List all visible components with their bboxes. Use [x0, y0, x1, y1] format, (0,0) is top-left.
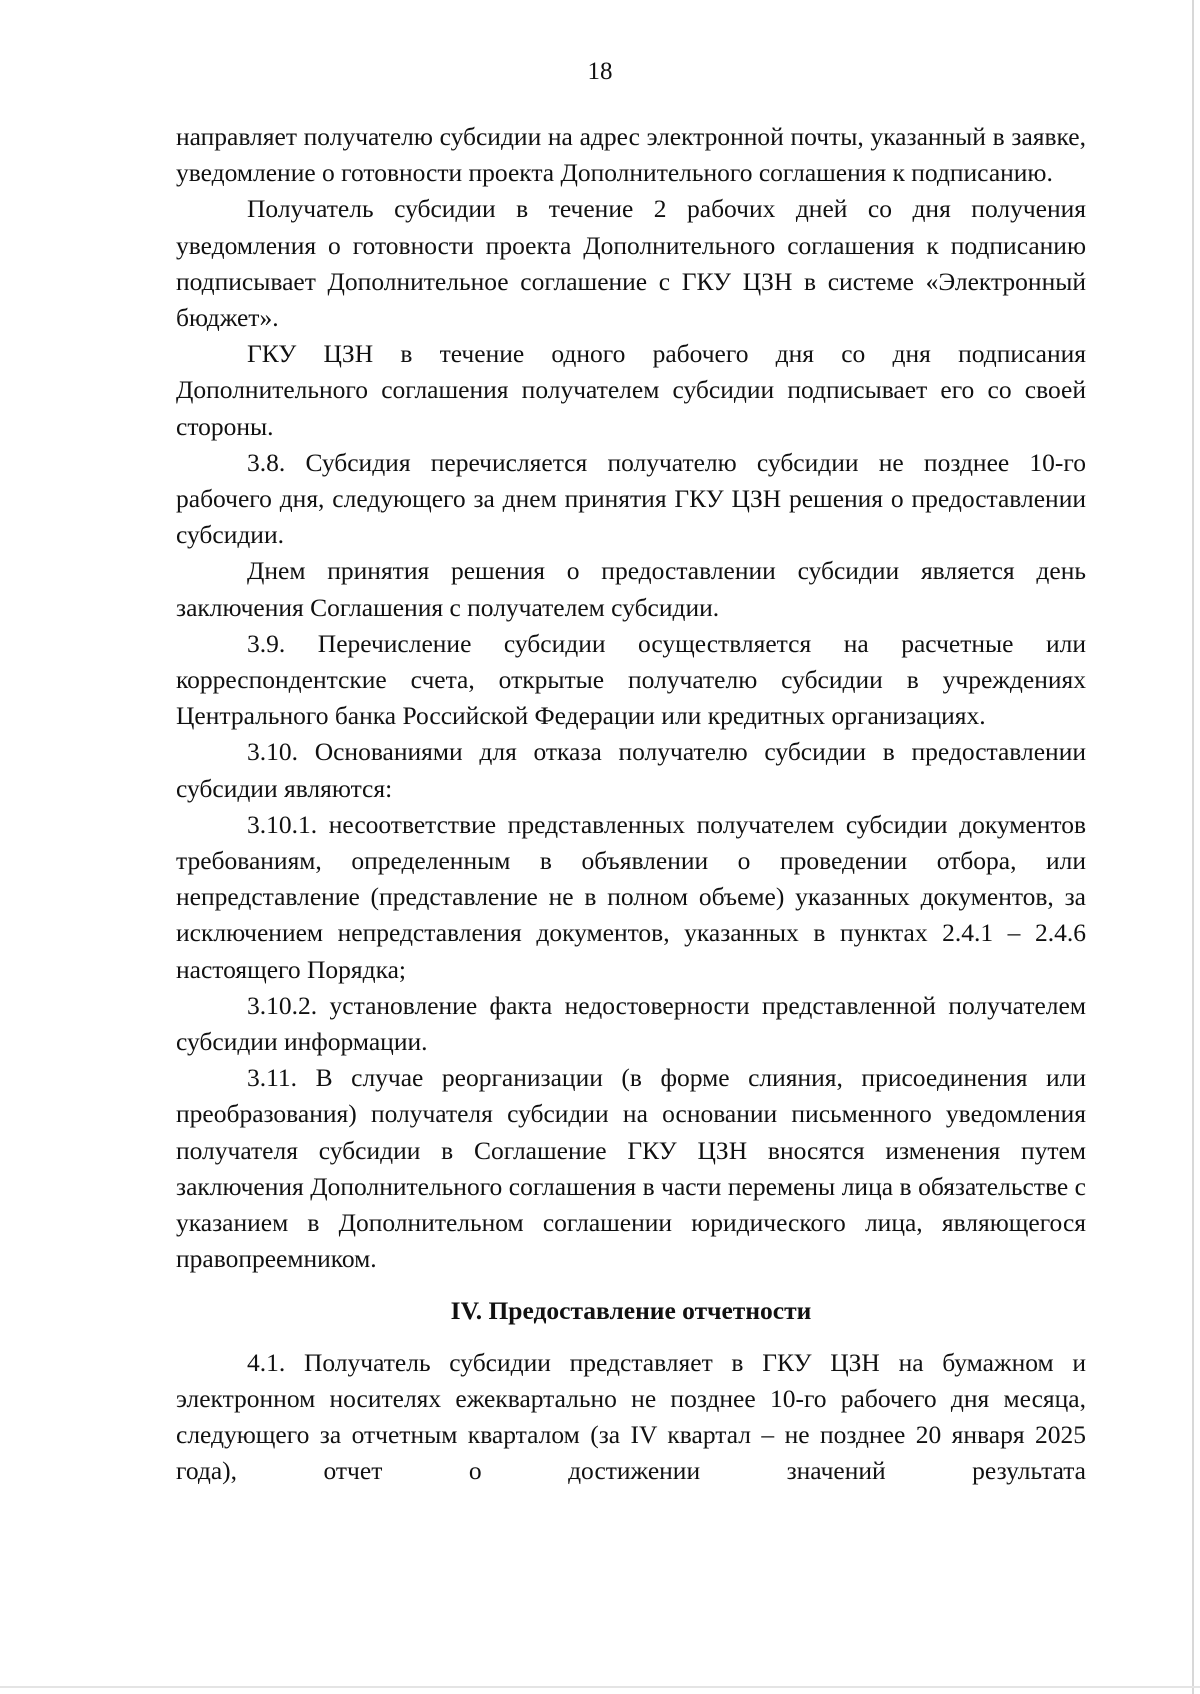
paragraph-gku-signing: ГКУ ЦЗН в течение одного рабочего дня со дня подписания Дополнительного соглашения получателем субсидии подписывает его со своей стороны. — [176, 339, 1086, 441]
paragraph-3-10-2: 3.10.2. установление факта недостоверности представленной получателем субсидии информации. — [176, 990, 1086, 1057]
paragraph-3-11: 3.11. В случае реорганизации (в форме слияния, присоединения или преобразования) получателя субсидии на основании письменного уведомления получателя субсидии в Соглашение ГКУ ЦЗН вносятся изменения путем заключения Дополнительного соглашения в части перемены лица в обязательстве с указанием в Дополнительном соглашении юридического лица, являющегося правопреемником. — [176, 1063, 1086, 1274]
paragraph-3-10-1: 3.10.1. несоответствие представленных получателем субсидии документов требованиям, определенным в объявлении о проведении отбора, или непредставление (представление не в полном объеме) указанных документов, за исключением непредставления документов, указанных в пунктах 2.4.1 – 2.4.6 настоящего Порядка; — [176, 809, 1086, 984]
paragraph-continuation: направляет получателю субсидии на адрес электронной почты, указанный в заявке, уведомление о готовности проекта Дополнительного соглашения к подписанию. — [176, 122, 1086, 188]
paragraph-4-1: 4.1. Получатель субсидии представляет в ГКУ ЦЗН на бумажном и электронном носителях ежеквартально не позднее 10-го рабочего дня месяца, следующего за отчетным кварталом (за IV квартал – не позднее 20 января 2025 года), отчет о достижении значений результата — [176, 1347, 1086, 1486]
scan-edge-bottom — [0, 1686, 1200, 1688]
scan-edge-right — [1192, 0, 1194, 1694]
paragraph-3-10: 3.10. Основаниями для отказа получателю субсидии в предоставлении субсидии являются: — [176, 737, 1086, 803]
document-body — [176, 119, 1086, 1490]
paragraph-3-8: 3.8. Субсидия перечисляется получателю субсидии не позднее 10-го рабочего дня, следующего за днем принятия ГКУ ЦЗН решения о предоставлении субсидии. — [176, 447, 1086, 550]
page-number: 18 — [587, 58, 613, 85]
paragraph-3-9: 3.9. Перечисление субсидии осуществляется на расчетные или корреспондентские счета, открытые получателю субсидии в учреждениях Центрального банка Российской Федерации или кредитных организациях. — [176, 628, 1086, 731]
paragraph-recipient-signing: Получатель субсидии в течение 2 рабочих дней со дня получения уведомления о готовности проекта Дополнительного соглашения к подписанию подписывает Дополнительное соглашение с ГКУ ЦЗН в системе «Электронный бюджет». — [176, 194, 1086, 333]
section-heading: IV. Предоставление отчетности — [450, 1295, 812, 1325]
paragraph-decision-day: Днем принятия решения о предоставлении субсидии является день заключения Соглашения с получателем субсидии. — [176, 556, 1086, 622]
